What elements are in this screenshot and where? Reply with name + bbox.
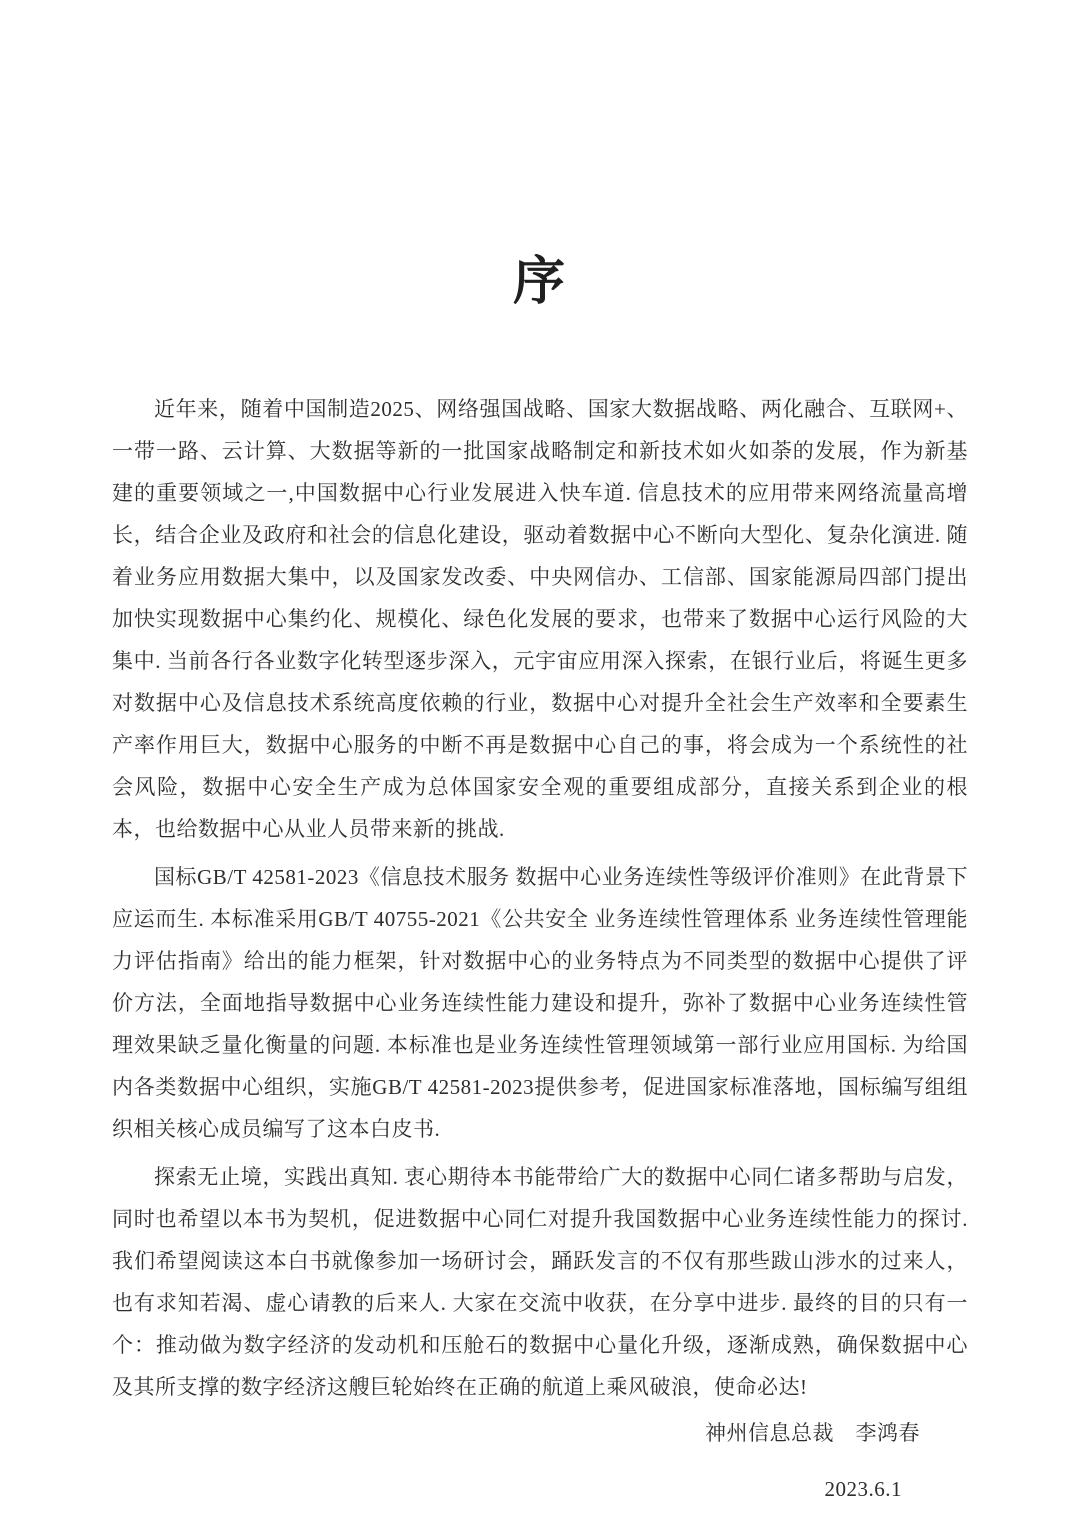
preface-body <box>112 388 968 1408</box>
page-title: 序 <box>512 254 567 311</box>
date: 2023.6.1 <box>824 1477 902 1501</box>
preface-paragraph-1: 近年来，随着中国制造2025、网络强国战略、国家大数据战略、两化融合、互联网+、一带一路、云计算、大数据等新的一批国家战略制定和新技术如火如荼的发展，作为新基建的重要领域之一,中国数据中心行业发展进入快车道. 信息技术的应用带来网络流量高增长，结合企业及政府和社会的信息化建设，驱动着数据中心不断向大型化、复杂化演进. 随着业务应用数据大集中，以及国家发改委、中央网信办、工信部、国家能源局四部门提出加快实现数据中心集约化、规模化、绿色化发展的要求，也带来了数据中心运行风险的大集中. 当前各行各业数字化转型逐步深入，元宇宙应用深入探索，在银行业后，将诞生更多对数据中心及信息技术系统高度依赖的行业，数据中心对提升全社会生产效率和全要素生产率作用巨大，数据中心服务的中断不再是数据中心自己的事，将会成为一个系统性的社会风险，数据中心安全生产成为总体国家安全观的重要组成部分，直接关系到企业的根本，也给数据中心从业人员带来新的挑战. <box>112 397 968 841</box>
signature: 神州信息总裁 李鸿春 <box>705 1421 920 1445</box>
preface-paragraph-3: 探索无止境，实践出真知. 衷心期待本书能带给广大的数据中心同仁诸多帮助与启发，同时也希望以本书为契机，促进数据中心同仁对提升我国数据中心业务连续性能力的探讨. 我们希望阅读这本白书就像参加一场研讨会，踊跃发言的不仅有那些跋山涉水的过来人，也有求知若渴、虚心请教的后来人. 大家在交流中收获，在分享中进步. 最终的目的只有一个：推动做为数字经济的发动机和压舱石的数据中心量化升级，逐渐成熟，确保数据中心及其所支撑的数字经济这艘巨轮始终在正确的航道上乘风破浪，使命必达! <box>112 1165 968 1399</box>
preface-paragraph-2: 国标GB/T 42581-2023《信息技术服务 数据中心业务连续性等级评价准则》在此背景下应运而生. 本标准采用GB/T 40755-2021《公共安全 业务连续性管理体系 业务连续性管理能力评估指南》给出的能力框架，针对数据中心的业务特点为不同类型的数据中心提供了评价方法，全面地指导数据中心业务连续性能力建设和提升，弥补了数据中心业务连续性管理效果缺乏量化衡量的问题. 本标准也是业务连续性管理领域第一部行业应用国标. 为给国内各类数据中心组织，实施GB/T 42581-2023提供参考，促进国家标准落地，国标编写组组织相关核心成员编写了这本白皮书. <box>112 865 968 1141</box>
signature-block <box>112 1412 968 1510</box>
